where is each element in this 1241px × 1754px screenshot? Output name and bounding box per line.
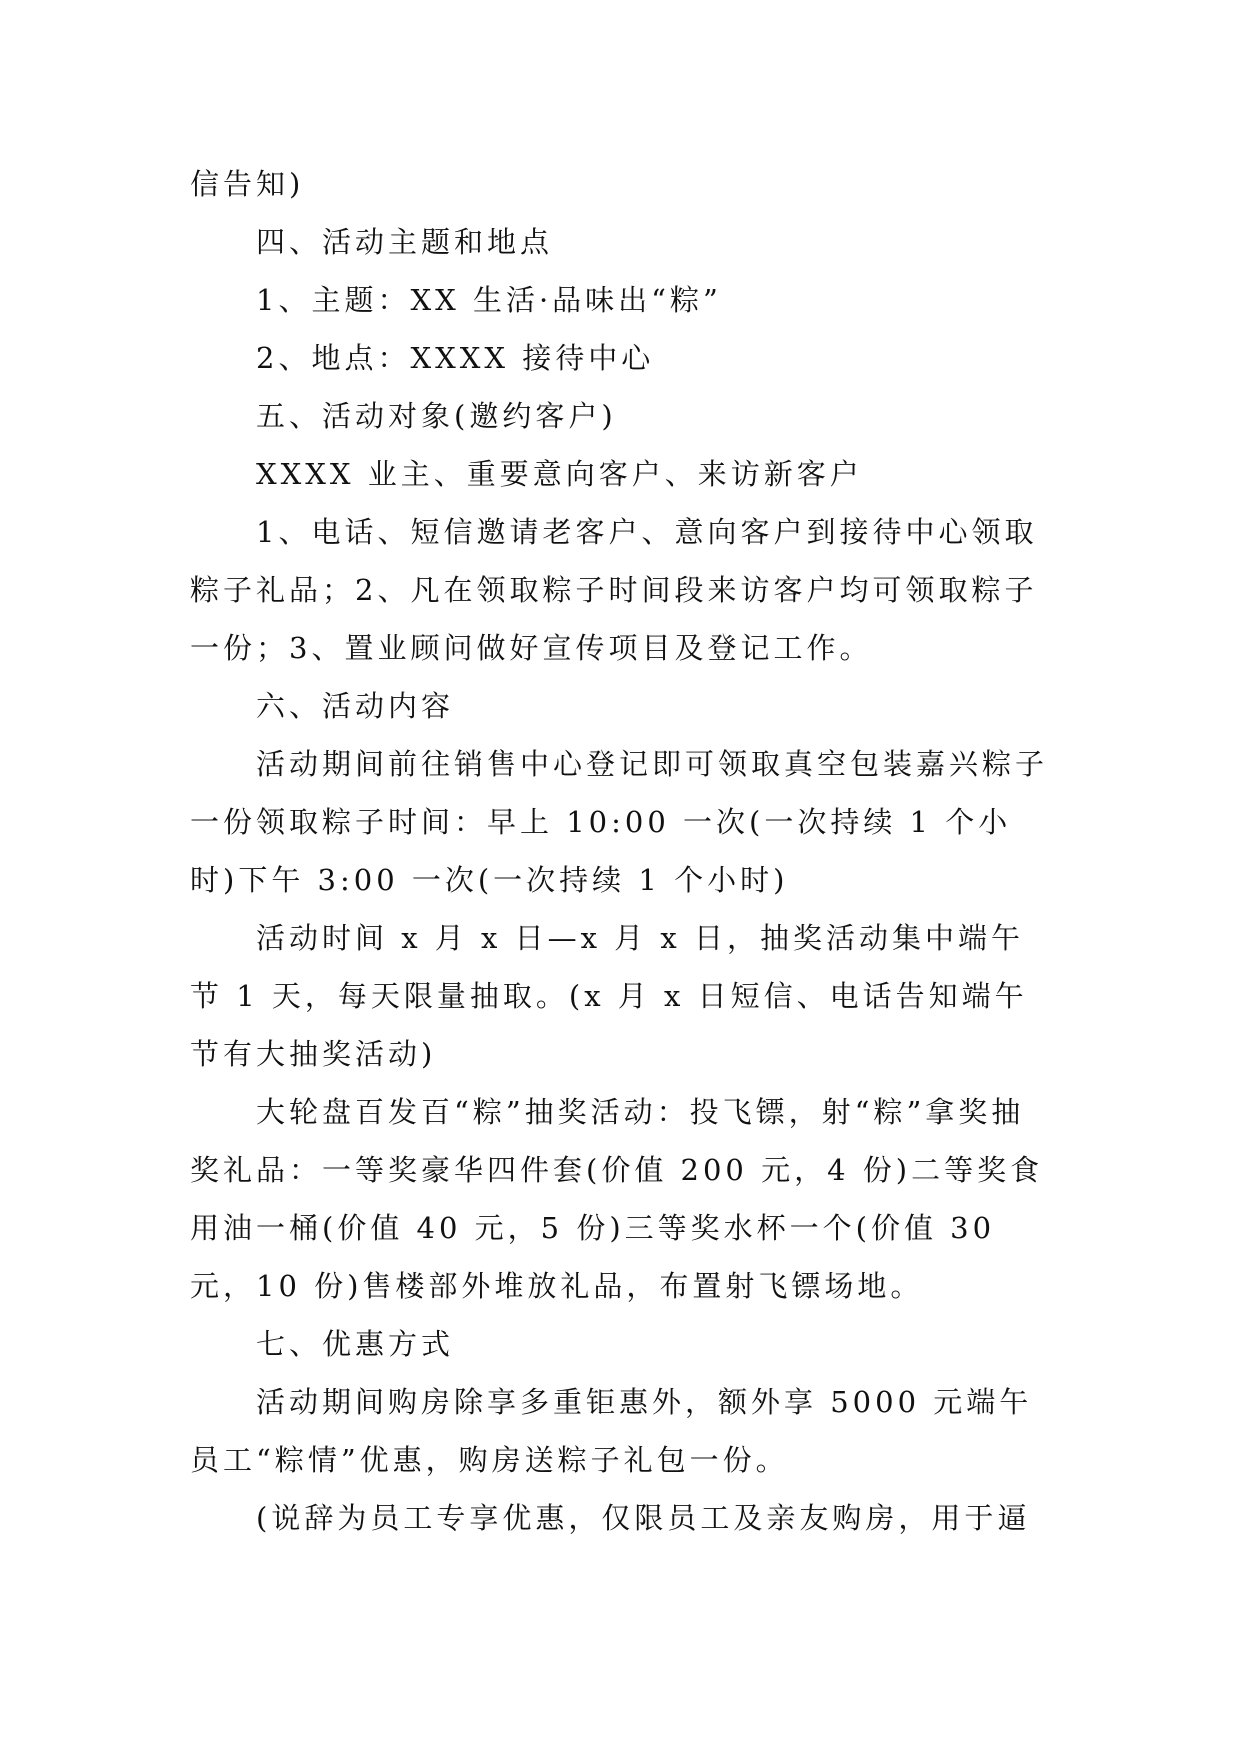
paragraph: 活动期间购房除享多重钜惠外，额外享 5000 元端午员工“粽情”优惠，购房送粽子礼包一份。 — [190, 1385, 1033, 1477]
paragraph: (说辞为员工专享优惠，仅限员工及亲友购房，用于逼 — [256, 1501, 1031, 1535]
paragraph: 活动期间前往销售中心登记即可领取真空包装嘉兴粽子一份领取粽子时间：早上 10:00 一次(一次持续 1 个小时)下午 3:00 一次(一次持续 1 个小时) — [190, 747, 1049, 897]
document-body — [190, 155, 1050, 1547]
paragraph: 信告知) — [190, 167, 305, 201]
paragraph: 大轮盘百发百“粽”抽奖活动：投飞镖，射“粽”拿奖抽奖礼品：一等奖豪华四件套(价值 200 元，4 份)二等奖食用油一桶(价值 40 元，5 份)三等奖水杯一个(价值 30 元，10 份)售楼部外堆放礼品，布置射飞镖场地。 — [190, 1095, 1044, 1303]
paragraph: 1、电话、短信邀请老客户、意向客户到接待中心领取粽子礼品；2、凡在领取粽子时间段来访客户均可领取粽子一份；3、置业顾问做好宣传项目及登记工作。 — [190, 515, 1038, 665]
paragraph: 活动时间 x 月 x 日—x 月 x 日，抽奖活动集中端午节 1 天，每天限量抽取。(x 月 x 日短信、电话告知端午节有大抽奖活动) — [190, 921, 1028, 1071]
section-heading: 七、优惠方式 — [256, 1327, 455, 1361]
paragraph: 2、地点：XXXX 接待中心 — [256, 341, 655, 375]
paragraph: 1、主题：XX 生活·品味出“粽” — [256, 283, 722, 317]
section-heading: 五、活动对象(邀约客户) — [256, 399, 617, 433]
section-heading: 六、活动内容 — [256, 689, 455, 723]
paragraph: XXXX 业主、重要意向客户、来访新客户 — [256, 457, 863, 491]
section-heading: 四、活动主题和地点 — [256, 225, 554, 259]
